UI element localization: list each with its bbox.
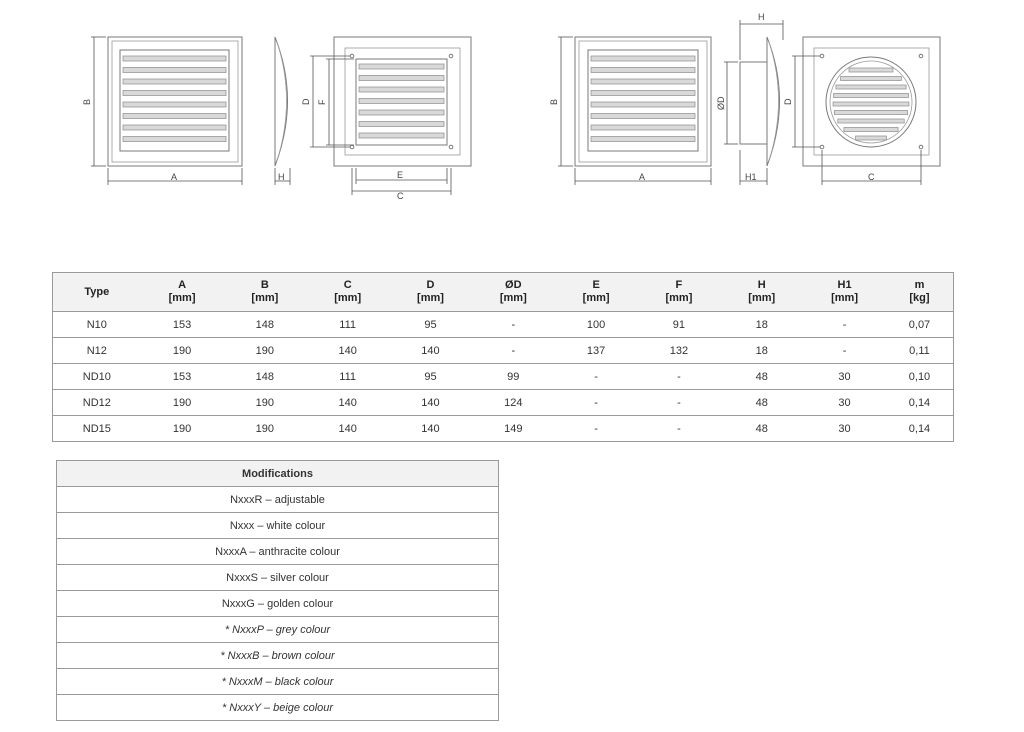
cell-a: 153 bbox=[141, 312, 224, 338]
cell-d: 95 bbox=[389, 312, 472, 338]
dim-label-b-right: B bbox=[549, 98, 559, 105]
louvre-slat bbox=[359, 76, 444, 81]
dim-label-b: B bbox=[82, 98, 92, 105]
cell-c: 140 bbox=[306, 390, 389, 416]
round-louvre-slat bbox=[849, 68, 893, 72]
modification-item: * NxxxP – grey colour bbox=[57, 617, 499, 643]
cell-m: 0,14 bbox=[886, 390, 954, 416]
right-front-view bbox=[549, 37, 711, 185]
cell-b: 190 bbox=[223, 390, 306, 416]
right-side-view bbox=[716, 12, 783, 185]
cell-type: N12 bbox=[53, 338, 141, 364]
dim-label-od: ØD bbox=[716, 96, 726, 110]
header-f: F [mm] bbox=[638, 273, 721, 312]
list-item bbox=[57, 539, 499, 565]
list-item bbox=[57, 643, 499, 669]
cell-m: 0,10 bbox=[886, 364, 954, 390]
cell-e: - bbox=[555, 416, 638, 442]
louvre-slat bbox=[591, 68, 695, 73]
round-louvre-slat bbox=[844, 128, 898, 132]
right-back-view bbox=[783, 37, 940, 185]
louvre-slat bbox=[359, 87, 444, 92]
left-side-view bbox=[275, 37, 290, 185]
list-item bbox=[57, 617, 499, 643]
louvre-slat bbox=[359, 64, 444, 69]
table-row bbox=[53, 390, 954, 416]
louvre-slat bbox=[591, 114, 695, 119]
cell-od: - bbox=[472, 338, 555, 364]
header-h: H [mm] bbox=[720, 273, 803, 312]
table-row bbox=[53, 338, 954, 364]
dim-label-c-right: C bbox=[868, 172, 875, 182]
round-louvre-slat bbox=[834, 111, 907, 115]
table-row bbox=[53, 364, 954, 390]
list-item bbox=[57, 669, 499, 695]
dim-label-f: F bbox=[317, 99, 327, 105]
modification-item: * NxxxM – black colour bbox=[57, 669, 499, 695]
left-back-view bbox=[301, 37, 471, 201]
header-e: E [mm] bbox=[555, 273, 638, 312]
header-a: A [mm] bbox=[141, 273, 224, 312]
cell-type: ND12 bbox=[53, 390, 141, 416]
dim-label-d: D bbox=[301, 98, 311, 105]
spec-table bbox=[52, 272, 954, 442]
modification-item: * NxxxY – beige colour bbox=[57, 695, 499, 721]
cell-f: - bbox=[638, 390, 721, 416]
cell-h: 48 bbox=[720, 364, 803, 390]
dim-label-a-right: A bbox=[639, 172, 646, 182]
louvre-slat bbox=[591, 102, 695, 107]
list-item bbox=[57, 591, 499, 617]
cell-f: 132 bbox=[638, 338, 721, 364]
cell-f: 91 bbox=[638, 312, 721, 338]
cell-m: 0,14 bbox=[886, 416, 954, 442]
table-row bbox=[53, 416, 954, 442]
cell-od: 124 bbox=[472, 390, 555, 416]
louvre-slat bbox=[359, 133, 444, 138]
louvre-slat bbox=[359, 110, 444, 115]
cell-b: 190 bbox=[223, 416, 306, 442]
cell-h1: 30 bbox=[803, 416, 886, 442]
cell-a: 190 bbox=[141, 338, 224, 364]
louvre-slat bbox=[359, 122, 444, 127]
list-item bbox=[57, 695, 499, 721]
cell-type: ND15 bbox=[53, 416, 141, 442]
cell-d: 140 bbox=[389, 390, 472, 416]
round-louvre-slat bbox=[838, 119, 904, 123]
modifications-header-row bbox=[57, 461, 499, 487]
louvre-slat bbox=[123, 68, 226, 73]
cell-od: - bbox=[472, 312, 555, 338]
list-item bbox=[57, 487, 499, 513]
cell-h: 48 bbox=[720, 416, 803, 442]
louvre-slat bbox=[359, 99, 444, 104]
cell-m: 0,11 bbox=[886, 338, 954, 364]
list-item bbox=[57, 565, 499, 591]
louvre-slat bbox=[591, 79, 695, 84]
louvre-slat bbox=[591, 91, 695, 96]
round-louvre-slat bbox=[836, 85, 906, 89]
modification-item: NxxxS – silver colour bbox=[57, 565, 499, 591]
louvre-slat bbox=[591, 56, 695, 61]
round-louvre-slat bbox=[841, 77, 902, 81]
technical-drawings bbox=[0, 0, 1024, 215]
louvre-slat bbox=[591, 137, 695, 142]
cell-e: 100 bbox=[555, 312, 638, 338]
cell-h: 48 bbox=[720, 390, 803, 416]
cell-type: N10 bbox=[53, 312, 141, 338]
cell-d: 140 bbox=[389, 416, 472, 442]
modification-item: * NxxxB – brown colour bbox=[57, 643, 499, 669]
round-louvre-slat bbox=[834, 94, 909, 98]
louvre-slat bbox=[123, 79, 226, 84]
cell-od: 149 bbox=[472, 416, 555, 442]
header-c: C [mm] bbox=[306, 273, 389, 312]
cell-c: 111 bbox=[306, 364, 389, 390]
modification-item: NxxxR – adjustable bbox=[57, 487, 499, 513]
cell-c: 111 bbox=[306, 312, 389, 338]
dim-label-e: E bbox=[397, 170, 404, 180]
modification-item: Nxxx – white colour bbox=[57, 513, 499, 539]
modifications-table bbox=[56, 460, 499, 721]
round-louvre-slat bbox=[833, 102, 909, 106]
header-od: ØD [mm] bbox=[472, 273, 555, 312]
cell-f: - bbox=[638, 416, 721, 442]
cell-f: - bbox=[638, 364, 721, 390]
left-front-view bbox=[82, 37, 242, 185]
round-louvre-slat bbox=[856, 136, 887, 140]
cell-e: - bbox=[555, 364, 638, 390]
header-b: B [mm] bbox=[223, 273, 306, 312]
louvre-slat bbox=[123, 114, 226, 119]
louvre-slat bbox=[123, 56, 226, 61]
dim-label-c: C bbox=[397, 191, 404, 201]
modification-item: NxxxG – golden colour bbox=[57, 591, 499, 617]
cell-e: - bbox=[555, 390, 638, 416]
cell-h1: - bbox=[803, 312, 886, 338]
cell-h1: - bbox=[803, 338, 886, 364]
louvre-slat bbox=[123, 137, 226, 142]
cell-b: 148 bbox=[223, 312, 306, 338]
modifications-title: Modifications bbox=[57, 461, 499, 487]
cell-b: 148 bbox=[223, 364, 306, 390]
dim-label-d-right: D bbox=[783, 98, 793, 105]
spec-table-header-row bbox=[53, 273, 954, 312]
cell-d: 95 bbox=[389, 364, 472, 390]
cell-e: 137 bbox=[555, 338, 638, 364]
cell-a: 190 bbox=[141, 390, 224, 416]
cell-od: 99 bbox=[472, 364, 555, 390]
dim-label-h1: H1 bbox=[745, 172, 757, 182]
louvre-slat bbox=[591, 125, 695, 130]
cell-type: ND10 bbox=[53, 364, 141, 390]
cell-c: 140 bbox=[306, 338, 389, 364]
dim-label-h-right: H bbox=[758, 12, 765, 22]
louvre-slat bbox=[123, 91, 226, 96]
modification-item: NxxxA – anthracite colour bbox=[57, 539, 499, 565]
list-item bbox=[57, 513, 499, 539]
cell-h1: 30 bbox=[803, 390, 886, 416]
cell-h: 18 bbox=[720, 338, 803, 364]
header-d: D [mm] bbox=[389, 273, 472, 312]
cell-d: 140 bbox=[389, 338, 472, 364]
cell-c: 140 bbox=[306, 416, 389, 442]
header-m: m [kg] bbox=[886, 273, 954, 312]
header-type: Type bbox=[53, 273, 141, 312]
louvre-slat bbox=[123, 102, 226, 107]
cell-b: 190 bbox=[223, 338, 306, 364]
louvre-slat bbox=[123, 125, 226, 130]
cell-h1: 30 bbox=[803, 364, 886, 390]
cell-m: 0,07 bbox=[886, 312, 954, 338]
table-row bbox=[53, 312, 954, 338]
header-h1: H1 [mm] bbox=[803, 273, 886, 312]
cell-a: 190 bbox=[141, 416, 224, 442]
cell-h: 18 bbox=[720, 312, 803, 338]
dim-label-h: H bbox=[278, 172, 285, 182]
dim-label-a: A bbox=[171, 172, 178, 182]
cell-a: 153 bbox=[141, 364, 224, 390]
